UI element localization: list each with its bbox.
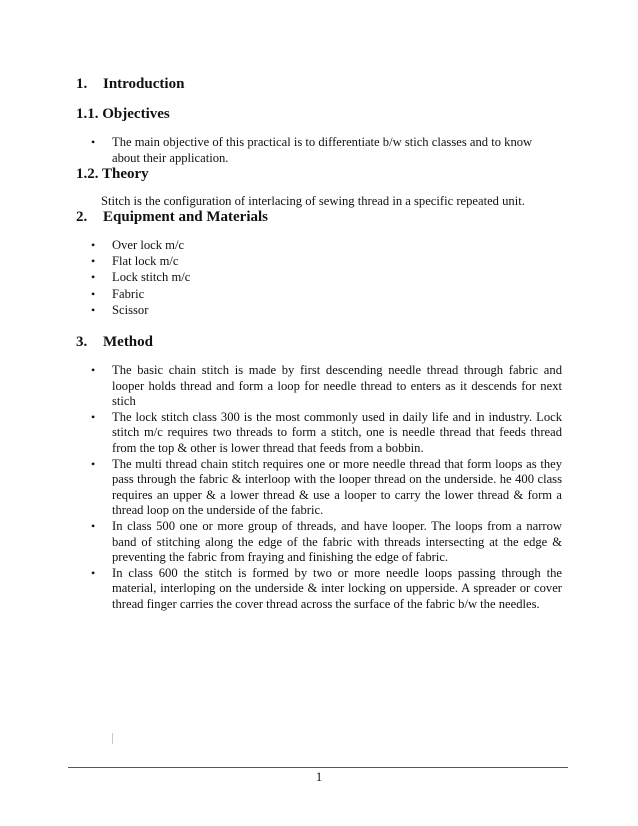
list-item-text: Lock stitch m/c xyxy=(112,270,191,285)
list-item xyxy=(0,519,562,566)
footer-divider xyxy=(68,767,568,768)
bullet-icon: • xyxy=(91,363,96,377)
list-item xyxy=(0,363,562,410)
list-item-text: Flat lock m/c xyxy=(112,254,179,269)
list-item xyxy=(0,303,562,319)
list-item xyxy=(0,254,562,270)
text-cursor-mark xyxy=(112,733,113,744)
bullet-icon: • xyxy=(91,135,96,149)
bullet-icon: • xyxy=(91,254,96,269)
theory-paragraph: Stitch is the configuration of interlacing of sewing thread in a specific repeated unit. xyxy=(101,194,525,208)
method-list xyxy=(0,363,562,613)
page-number: 1 xyxy=(315,770,323,784)
heading-equipment xyxy=(76,209,268,226)
heading-number: 2. xyxy=(76,209,88,225)
list-item-text: Over lock m/c xyxy=(112,238,185,252)
heading-introduction xyxy=(76,76,184,93)
heading-method xyxy=(76,334,153,351)
bullet-icon: • xyxy=(91,270,96,285)
heading-objectives: 1.1. Objectives xyxy=(76,106,170,122)
list-item xyxy=(0,566,562,613)
list-item xyxy=(0,287,562,303)
heading-title: Method xyxy=(103,334,153,350)
objectives-list xyxy=(0,135,562,166)
heading-title: Equipment and Materials xyxy=(103,209,269,225)
list-item xyxy=(0,457,562,519)
bullet-icon: • xyxy=(91,518,96,533)
bullet-icon: • xyxy=(91,302,96,317)
list-item xyxy=(0,410,562,457)
heading-number: 1. xyxy=(76,76,88,92)
list-item-text: In class 600 the stitch is formed by two or more needle loops passing through the material, interloping on the underside & inter locking on upperside. A spreader or cover thread finger carries the cover thread across the surface of the fabric b/w the needles. xyxy=(112,565,562,611)
list-item-text: The main objective of this practical is to differentiate b/w stich classes and to know about their application. xyxy=(112,135,533,165)
list-item-text: The multi thread chain stitch requires one or more needle thread that form loops as they pass through the fabric & interloop with the looper thread on the underside. he 400 class requires an upper & a lower thread & use a looper to carry the lower thread & form a thread loop on the underside of the fabric. xyxy=(112,456,562,518)
list-item xyxy=(0,238,562,254)
bullet-icon: • xyxy=(91,238,96,252)
heading-number: 3. xyxy=(76,334,88,350)
heading-title: Introduction xyxy=(103,76,185,92)
list-item-text: Scissor xyxy=(112,302,149,317)
list-item xyxy=(0,135,562,166)
bullet-icon: • xyxy=(91,565,96,580)
list-item-text: In class 500 one or more group of threads, and have looper. The loops from a narrow band of stitching along the edge of the fabric with threads intersecting at the edge & preventing the fabric from fraying and finishing the edge of fabric. xyxy=(112,518,562,565)
list-item xyxy=(0,270,562,286)
list-item-text: Fabric xyxy=(112,286,145,301)
list-item-text: The lock stitch class 300 is the most commonly used in daily life and in industry. Lock stitch m/c requires two threads to form a stitch, one is needle thread that feeds thread from the top & other is lower thread that feeds from a bobbin. xyxy=(112,409,562,455)
bullet-icon: • xyxy=(91,286,96,301)
bullet-icon: • xyxy=(91,409,96,424)
bullet-icon: • xyxy=(91,456,96,471)
equipment-list xyxy=(0,238,562,319)
list-item-text: The basic chain stitch is made by first descending needle thread through fabric and looper holds thread and form a loop for needle thread to enters as it descends for next stich xyxy=(112,363,562,409)
heading-theory: 1.2. Theory xyxy=(76,166,149,182)
